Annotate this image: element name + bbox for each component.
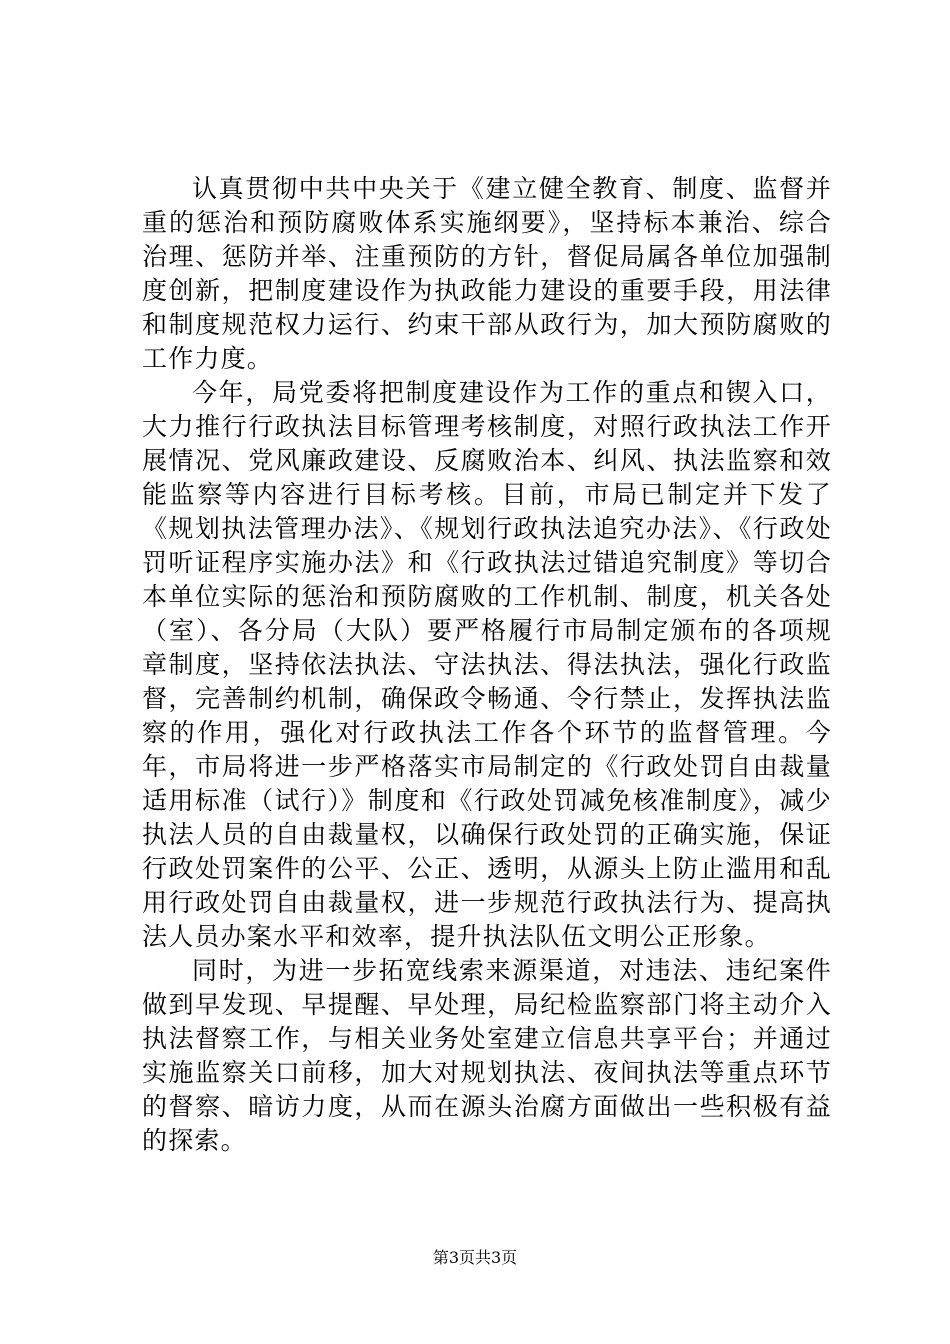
page-number: 第3页: [432, 1248, 475, 1267]
paragraph-3: 同时，为进一步拓宽线索来源渠道，对违法、违纪案件做到早发现、早提醒、早处理，局纪检监察部门将主动介入执法督察工作，与相关业务处室建立信息共享平台；并通过实施监察关口前移，加大对规划执法、夜间执法等重点环节的督察、暗访力度，从而在源头治腐方面做出一些积极有益的探索。: [142, 956, 832, 1155]
paragraph-2: 今年，局党委将把制度建设作为工作的重点和锲入口，大力推行行政执法目标管理考核制度，对照行政执法工作开展情况、党风廉政建设、反腐败治本、纠风、执法监察和效能监察等内容进行目标考核。目前，市局已制定并下发了《规划执法管理办法》、《规划行政执法追究办法》、《行政处罚听证程序实施办法》和《行政执法过错追究制度》等切合本单位实际的惩治和预防腐败的工作机制、制度，机关各处（室）、各分局（大队）要严格履行市局制定颁布的各项规章制度，坚持依法执法、守法执法、得法执法，强化行政监督，完善制约机制，确保政令畅通、令行禁止，发挥执法监察的作用，强化对行政执法工作各个环节的监督管理。今年，市局将进一步严格落实市局制定的《行政处罚自由裁量适用标准（试行）》制度和《行政处罚减免核准制度》，减少执法人员的自由裁量权，以确保行政处罚的正确实施，保证行政处罚案件的公平、公正、透明，从源头上防止滥用和乱用行政处罚自由裁量权，进一步规范行政执法行为、提高执法人员办案水平和效率，提升执法队伍文明公正形象。: [142, 378, 832, 951]
document-body: [142, 172, 832, 1158]
page-total: 共3页: [475, 1248, 518, 1267]
page-footer: [0, 1248, 950, 1268]
paragraph-1: 认真贯彻中共中央关于《建立健全教育、制度、监督并重的惩治和预防腐败体系实施纲要》，坚持标本兼治、综合治理、惩防并举、注重预防的方针，督促局属各单位加强制度创新，把制度建设作为执政能力建设的重要手段，用法律和制度规范权力运行、约束干部从政行为，加大预防腐败的工作力度。: [142, 174, 832, 373]
